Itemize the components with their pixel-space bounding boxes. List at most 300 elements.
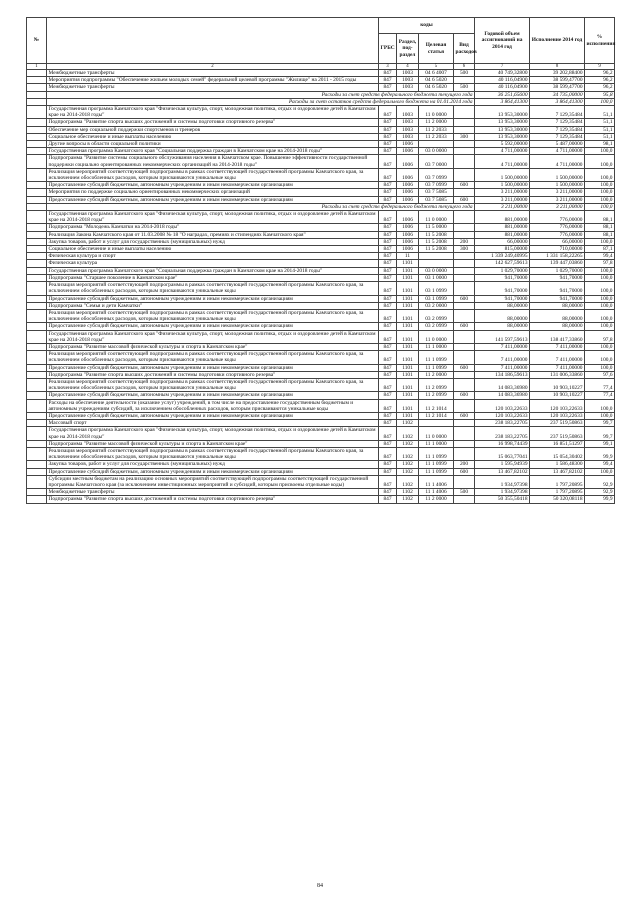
percent-cell: 100,0 <box>585 399 615 412</box>
expense-type-cell: 600 <box>454 412 475 419</box>
row-number-cell <box>27 253 47 260</box>
section-cell: 1102 <box>397 440 419 447</box>
target-article-cell: 03 1 0999 <box>419 295 454 302</box>
annual-allocation-cell: 238 183,22705 <box>475 420 530 427</box>
target-article-cell: 11 2 1014 <box>419 412 454 419</box>
target-article-cell: 03 1 0999 <box>419 282 454 295</box>
row-number-cell <box>27 155 47 168</box>
item-name-cell: Предоставление субсидий бюджетным, автономным учреждениям и иным некоммерческим организациям <box>47 323 379 330</box>
execution-cell: 39 202,88400 <box>530 70 585 77</box>
section-cell: 1006 <box>397 196 419 203</box>
execution-cell: 1 331 158,22265 <box>530 253 585 260</box>
grbs-cell: 847 <box>379 119 397 126</box>
row-number-cell <box>27 106 47 119</box>
expense-type-cell: 600 <box>454 323 475 330</box>
table-row <box>27 133 615 140</box>
annual-allocation-cell: 1 029,70000 <box>475 267 530 274</box>
section-cell: 1006 <box>397 224 419 231</box>
percent-cell: 97,8 <box>585 330 615 343</box>
section-cell: 1101 <box>397 399 419 412</box>
annual-allocation-cell: 13 467,82102 <box>475 468 530 475</box>
row-number-cell <box>27 84 47 91</box>
table-row <box>27 392 615 399</box>
row-number-cell <box>27 133 47 140</box>
item-name-cell: Подпрограмма "Старшее поколение в Камчатском крае" <box>47 274 379 281</box>
section-cell: 1102 <box>397 475 419 488</box>
percent-cell: 99,4 <box>585 253 615 260</box>
execution-cell: 237 519,50863 <box>530 427 585 440</box>
item-name-cell: Другие вопросы в области социальной политики <box>47 141 379 148</box>
annual-allocation-cell: 881,00000 <box>475 231 530 238</box>
expense-type-cell <box>454 496 475 503</box>
expense-type-cell: 600 <box>454 392 475 399</box>
target-article-cell: 11 1 0999 <box>419 447 454 460</box>
item-name-cell: Реализация мероприятий соответствующей подпрограммы в рамках соответствующей государственной программы Камчатского края, за исключением обособленных расходов, которым присваиваются уникальные коды <box>47 168 379 181</box>
target-article-cell: 11 5 2008 <box>419 231 454 238</box>
row-number-cell <box>27 330 47 343</box>
item-name-cell: Социальное обеспечение и иные выплаты населению <box>47 246 379 253</box>
item-name-cell: Подпрограмма "Развитие спорта высших достижений и системы подготовки спортивного резерва" <box>47 371 379 378</box>
percent-cell: 100,0 <box>585 189 615 196</box>
item-name-cell: Подпрограмма "Развитие системы социального обслуживания населения в Камчатском крае. Повышение эффективности государственной поддержки социально ориентированных некоммерческих организаций на 2014-2018 годы" <box>47 155 379 168</box>
percent-cell: 96,2 <box>585 77 615 84</box>
annual-allocation-cell: 1 595,94939 <box>475 461 530 468</box>
target-article-cell: 11 2 0999 <box>419 378 454 391</box>
section-cell: 1006 <box>397 189 419 196</box>
item-name-cell: Социальное обеспечение и иные выплаты населению <box>47 133 379 140</box>
header-name <box>47 18 379 64</box>
execution-cell: 1 500,00000 <box>530 182 585 189</box>
table-row <box>27 182 615 189</box>
execution-cell: 50 320,08118 <box>530 496 585 503</box>
target-article-cell: 11 0 0000 <box>419 427 454 440</box>
section-cell: 1003 <box>397 70 419 77</box>
item-name-cell: Расходы на обеспечение деятельности (оказание услуг) учреждений, в том числе на предоставление государственным бюджетным и автономным учреждениям субсидий, за исключением обособленных расходов, которым присваиваются уникальные коды <box>47 399 379 412</box>
expense-type-cell <box>454 475 475 488</box>
row-number-cell <box>27 182 47 189</box>
percent-cell: 100,0 <box>585 168 615 181</box>
table-row <box>27 351 615 364</box>
target-article-cell: 11 2 2033 <box>419 126 454 133</box>
target-article-cell: 03 7 5085 <box>419 189 454 196</box>
item-name-cell: Реализация мероприятий соответствующей подпрограммы в рамках соответствующей государственной программы Камчатского края, за исключением обособленных расходов, которым присваиваются уникальные коды <box>47 351 379 364</box>
grbs-cell: 847 <box>379 224 397 231</box>
target-article-cell: 03 7 0000 <box>419 155 454 168</box>
expense-type-cell: 600 <box>454 196 475 203</box>
grbs-cell: 847 <box>379 260 397 267</box>
percent-cell: 88,1 <box>585 231 615 238</box>
header-execution: Исполнение 2014 год <box>530 18 585 64</box>
table-body <box>27 64 615 504</box>
row-number-cell <box>27 168 47 181</box>
header-expense-type: Вид расходов <box>454 34 475 64</box>
column-index: 6 <box>454 64 475 70</box>
execution-cell: 941,70000 <box>530 282 585 295</box>
annual-allocation-cell: 941,70000 <box>475 274 530 281</box>
item-name-cell: Реализация Закона Камчатского края от 11.03.2008 № 18 "О наградах, премиях и стипендиях Камчатского края" <box>47 231 379 238</box>
target-article-cell: 11 2 0000 <box>419 371 454 378</box>
percent-cell: 51,1 <box>585 106 615 119</box>
section-cell: 1102 <box>397 489 419 496</box>
grbs-cell: 847 <box>379 126 397 133</box>
annual-allocation-cell: 7 411,00000 <box>475 351 530 364</box>
column-index: 2 <box>47 64 379 70</box>
grbs-cell: 847 <box>379 371 397 378</box>
item-name-cell: Массовый спорт <box>47 420 379 427</box>
execution-cell: 88,00000 <box>530 302 585 309</box>
table-row <box>27 77 615 84</box>
expense-type-cell <box>454 351 475 364</box>
percent-cell: 100,0 <box>585 295 615 302</box>
row-number-cell <box>27 282 47 295</box>
execution-cell: 710,00000 <box>530 246 585 253</box>
target-article-cell <box>419 141 454 148</box>
item-name-cell: Межбюджетные трансферты <box>47 70 379 77</box>
grbs-cell: 847 <box>379 211 397 224</box>
annual-allocation-cell: 120 103,22633 <box>475 412 530 419</box>
annual-allocation-cell: 13 953,30000 <box>475 133 530 140</box>
table-row <box>27 253 615 260</box>
annual-allocation-cell: 13 953,30000 <box>475 126 530 133</box>
header-target-article: Целевая статья <box>419 34 454 64</box>
expense-type-cell: 500 <box>454 70 475 77</box>
row-number-cell <box>27 91 47 98</box>
annual-allocation-cell: 941,70000 <box>475 295 530 302</box>
execution-cell: 7 411,00000 <box>530 351 585 364</box>
grbs-cell: 847 <box>379 343 397 350</box>
grbs-cell: 847 <box>379 189 397 196</box>
table-row <box>27 211 615 224</box>
header-codes: коды <box>379 18 475 34</box>
header-section: Раздел, под-раздел <box>397 34 419 64</box>
execution-cell: 1 797,20895 <box>530 489 585 496</box>
section-cell: 1101 <box>397 392 419 399</box>
execution-cell: 3 864,41300 <box>530 98 585 105</box>
annual-allocation-cell: 50 355,50418 <box>475 496 530 503</box>
section-cell: 1006 <box>397 182 419 189</box>
table-row <box>27 274 615 281</box>
section-cell: 1101 <box>397 351 419 364</box>
table-row <box>27 489 615 496</box>
percent-cell: 100,0 <box>585 323 615 330</box>
target-article-cell: 11 0 0000 <box>419 211 454 224</box>
target-article-cell <box>419 260 454 267</box>
execution-cell: 3 211,00000 <box>530 203 585 210</box>
percent-cell: 51,1 <box>585 133 615 140</box>
percent-cell: 99,4 <box>585 461 615 468</box>
percent-cell: 51,1 <box>585 126 615 133</box>
percent-cell: 100,0 <box>585 148 615 155</box>
execution-cell: 88,00000 <box>530 309 585 322</box>
expense-type-cell <box>454 371 475 378</box>
percent-cell: 77,4 <box>585 378 615 391</box>
percent-cell: 100,0 <box>585 351 615 364</box>
execution-cell: 138 417,33860 <box>530 330 585 343</box>
section-cell: 1101 <box>397 364 419 371</box>
row-number-cell <box>27 378 47 391</box>
table-row <box>27 330 615 343</box>
table-row <box>27 378 615 391</box>
execution-cell: 7 129,35484 <box>530 106 585 119</box>
annual-allocation-cell: 3 864,41300 <box>475 98 530 105</box>
grbs-cell: 847 <box>379 253 397 260</box>
section-cell: 1101 <box>397 330 419 343</box>
execution-cell: 10 903,10227 <box>530 378 585 391</box>
execution-cell: 776,00000 <box>530 231 585 238</box>
item-name-cell: Субсидии местным бюджетам на реализацию основных мероприятий соответствующей подпрограммы соответствующей государственной программы Камчатского края (за исключением инвестиционных мероприятий и субсидий, которым присвоены отдельные коды) <box>47 475 379 488</box>
percent-cell: 99,1 <box>585 440 615 447</box>
row-number-cell <box>27 267 47 274</box>
section-cell: 1101 <box>397 302 419 309</box>
percent-cell: 51,1 <box>585 119 615 126</box>
grbs-cell: 847 <box>379 351 397 364</box>
grbs-cell: 847 <box>379 274 397 281</box>
section-cell: 1101 <box>397 282 419 295</box>
grbs-cell: 847 <box>379 489 397 496</box>
target-article-cell <box>419 420 454 427</box>
grbs-cell: 847 <box>379 309 397 322</box>
percent-cell: 100,0 <box>585 309 615 322</box>
row-number-cell <box>27 468 47 475</box>
annual-allocation-cell: 13 953,30000 <box>475 106 530 119</box>
execution-cell: 941,70000 <box>530 295 585 302</box>
table-row <box>27 475 615 488</box>
item-name-cell: Подпрограмма "Молодежь Камчатки на 2014-2018 годы" <box>47 224 379 231</box>
annual-allocation-cell: 4 711,00000 <box>475 155 530 168</box>
percent-cell: 99,7 <box>585 427 615 440</box>
annual-allocation-cell: 3 211,00000 <box>475 203 530 210</box>
section-cell: 1102 <box>397 447 419 460</box>
row-number-cell <box>27 295 47 302</box>
table-row <box>27 371 615 378</box>
table-row <box>27 295 615 302</box>
section-cell: 1006 <box>397 238 419 245</box>
row-number-cell <box>27 309 47 322</box>
table-row <box>27 196 615 203</box>
expense-type-cell <box>454 155 475 168</box>
item-name-cell: Предоставление субсидий бюджетным, автономным учреждениям и иным некоммерческим организациям <box>47 364 379 371</box>
section-cell: 1006 <box>397 141 419 148</box>
annual-allocation-cell: 881,00000 <box>475 211 530 224</box>
execution-cell: 120 103,22633 <box>530 399 585 412</box>
target-article-cell: 03 0 0000 <box>419 148 454 155</box>
execution-cell: 139 447,03860 <box>530 260 585 267</box>
item-name-cell: Закупка товаров, работ и услуг для государственных (муниципальных) нужд <box>47 238 379 245</box>
annual-allocation-cell: 14 083,36980 <box>475 392 530 399</box>
expense-type-cell <box>454 126 475 133</box>
expense-type-cell: 600 <box>454 295 475 302</box>
item-name-cell: Межбюджетные трансферты <box>47 489 379 496</box>
expense-type-cell <box>454 141 475 148</box>
target-article-cell: 04 6 5020 <box>419 77 454 84</box>
percent-cell: 100,0 <box>585 302 615 309</box>
section-cell: 1003 <box>397 77 419 84</box>
header-grbs: ГРБС <box>379 34 397 64</box>
table-row <box>27 302 615 309</box>
annual-allocation-cell: 4 711,00000 <box>475 148 530 155</box>
row-number-cell <box>27 196 47 203</box>
table-row <box>27 126 615 133</box>
expense-type-cell <box>454 267 475 274</box>
grbs-cell: 847 <box>379 323 397 330</box>
row-number-cell <box>27 119 47 126</box>
row-number-cell <box>27 203 47 210</box>
item-name-cell: Предоставление субсидий бюджетным, автономным учреждениям и иным некоммерческим организациям <box>47 468 379 475</box>
expense-type-cell: 300 <box>454 133 475 140</box>
item-name-cell: Государственная программа Камчатского края "Физическая культура, спорт, молодежная политика, отдых и оздоровление детей в Камчатском крае на 2014-2018 годы" <box>47 427 379 440</box>
expense-type-cell <box>454 168 475 181</box>
note-text: Расходы за счет остатков средств федерального бюджета на 01.01.2014 года <box>47 98 475 105</box>
row-number-cell <box>27 211 47 224</box>
grbs-cell: 847 <box>379 420 397 427</box>
section-cell: 1101 <box>397 378 419 391</box>
target-article-cell: 03 2 0000 <box>419 302 454 309</box>
table-row <box>27 468 615 475</box>
percent-cell: 88,1 <box>585 211 615 224</box>
expense-type-cell <box>454 378 475 391</box>
grbs-cell: 847 <box>379 378 397 391</box>
percent-cell: 100,0 <box>585 274 615 281</box>
execution-cell: 88,00000 <box>530 323 585 330</box>
percent-cell: 99,7 <box>585 420 615 427</box>
row-number-cell <box>27 77 47 84</box>
target-article-cell: 11 2 0000 <box>419 496 454 503</box>
header-annual-allocation: Годовой объем ассигнований на 2014 год <box>475 18 530 64</box>
section-cell: 1101 <box>397 412 419 419</box>
section-cell: 1003 <box>397 119 419 126</box>
row-number-cell <box>27 323 47 330</box>
target-article-cell: 11 1 0999 <box>419 468 454 475</box>
target-article-cell: 11 2 1014 <box>419 399 454 412</box>
grbs-cell: 847 <box>379 461 397 468</box>
expense-type-cell <box>454 253 475 260</box>
budget-table <box>26 17 615 504</box>
execution-cell: 7 129,35484 <box>530 126 585 133</box>
grbs-cell: 847 <box>379 282 397 295</box>
section-cell: 1101 <box>397 274 419 281</box>
grbs-cell: 847 <box>379 238 397 245</box>
percent-cell: 92,9 <box>585 475 615 488</box>
execution-cell: 13 467,82102 <box>530 468 585 475</box>
annual-allocation-cell: 134 186,59613 <box>475 371 530 378</box>
expense-type-cell <box>454 420 475 427</box>
item-name-cell: Государственная программа Камчатского края "Социальная поддержка граждан в Камчатском крае на 2014-2018 годы" <box>47 267 379 274</box>
percent-cell: 100,0 <box>585 182 615 189</box>
target-article-cell: 11 1 4006 <box>419 489 454 496</box>
annual-allocation-cell: 141 597,59613 <box>475 330 530 343</box>
percent-cell: 95,8 <box>585 91 615 98</box>
expense-type-cell <box>454 343 475 350</box>
table-row <box>27 496 615 503</box>
table-row <box>27 70 615 77</box>
grbs-cell: 847 <box>379 496 397 503</box>
expense-type-cell: 600 <box>454 468 475 475</box>
row-number-cell <box>27 399 47 412</box>
percent-cell: 99,9 <box>585 447 615 460</box>
item-name-cell: Реализация мероприятий соответствующей подпрограммы в рамках соответствующей государственной программы Камчатского края, за исключением обособленных расходов, которым присваиваются уникальные коды <box>47 309 379 322</box>
section-cell: 1101 <box>397 260 419 267</box>
grbs-cell: 847 <box>379 231 397 238</box>
percent-cell: 100,0 <box>585 282 615 295</box>
column-index: 7 <box>475 64 530 70</box>
item-name-cell: Подпрограмма "Развитие массовой физической культуры и спорта в Камчатском крае" <box>47 343 379 350</box>
table-row <box>27 155 615 168</box>
annual-allocation-cell: 1 339 249,40995 <box>475 253 530 260</box>
target-article-cell: 03 1 0000 <box>419 274 454 281</box>
annual-allocation-cell: 13 953,30000 <box>475 119 530 126</box>
expense-type-cell: 300 <box>454 246 475 253</box>
percent-cell: 100,0 <box>585 203 615 210</box>
budget-report-sheet <box>26 17 614 504</box>
table-row <box>27 399 615 412</box>
annual-allocation-cell: 14 083,36980 <box>475 378 530 391</box>
row-number-cell <box>27 489 47 496</box>
execution-cell: 941,70000 <box>530 274 585 281</box>
target-article-cell: 03 2 0999 <box>419 309 454 322</box>
row-number-cell <box>27 302 47 309</box>
expense-type-cell <box>454 231 475 238</box>
table-row <box>27 282 615 295</box>
percent-cell: 100,0 <box>585 267 615 274</box>
note-row <box>27 203 615 210</box>
header-number: № <box>27 18 47 64</box>
percent-cell: 100,0 <box>585 98 615 105</box>
target-article-cell: 03 7 0999 <box>419 182 454 189</box>
section-cell: 1006 <box>397 168 419 181</box>
execution-cell: 10 903,10227 <box>530 392 585 399</box>
section-cell: 1102 <box>397 461 419 468</box>
execution-cell: 38 599,47700 <box>530 84 585 91</box>
execution-cell: 120 103,22633 <box>530 412 585 419</box>
expense-type-cell: 500 <box>454 489 475 496</box>
table-row <box>27 420 615 427</box>
table-row <box>27 323 615 330</box>
grbs-cell: 847 <box>379 447 397 460</box>
target-article-cell: 11 2 0000 <box>419 119 454 126</box>
column-index: 9 <box>585 64 615 70</box>
item-name-cell: Предоставление субсидий бюджетным, автономным учреждениям и иным некоммерческим организациям <box>47 392 379 399</box>
grbs-cell: 847 <box>379 399 397 412</box>
percent-cell: 92,9 <box>585 489 615 496</box>
grbs-cell: 847 <box>379 427 397 440</box>
target-article-cell: 11 5 2008 <box>419 246 454 253</box>
execution-cell: 131 006,33860 <box>530 371 585 378</box>
target-article-cell: 11 2 2033 <box>419 133 454 140</box>
item-name-cell: Реализация мероприятий соответствующей подпрограммы в рамках соответствующей государственной программы Камчатского края, за исключением обособленных расходов, которым присваиваются уникальные коды <box>47 447 379 460</box>
grbs-cell: 847 <box>379 364 397 371</box>
section-cell: 1006 <box>397 148 419 155</box>
table-row <box>27 119 615 126</box>
annual-allocation-cell: 941,70000 <box>475 282 530 295</box>
execution-cell: 3 211,00000 <box>530 189 585 196</box>
column-index: 1 <box>27 64 47 70</box>
target-article-cell: 03 2 0999 <box>419 323 454 330</box>
table-row <box>27 427 615 440</box>
grbs-cell: 847 <box>379 84 397 91</box>
expense-type-cell <box>454 309 475 322</box>
grbs-cell: 847 <box>379 392 397 399</box>
percent-cell: 100,0 <box>585 238 615 245</box>
expense-type-cell: 500 <box>454 84 475 91</box>
grbs-cell: 847 <box>379 148 397 155</box>
execution-cell: 16 851,51297 <box>530 440 585 447</box>
percent-cell: 97,6 <box>585 371 615 378</box>
section-cell: 1006 <box>397 231 419 238</box>
item-name-cell: Подпрограмма "Развитие массовой физической культуры и спорта в Камчатском крае" <box>47 440 379 447</box>
percent-cell: 100,0 <box>585 364 615 371</box>
table-row <box>27 343 615 350</box>
row-number-cell <box>27 126 47 133</box>
